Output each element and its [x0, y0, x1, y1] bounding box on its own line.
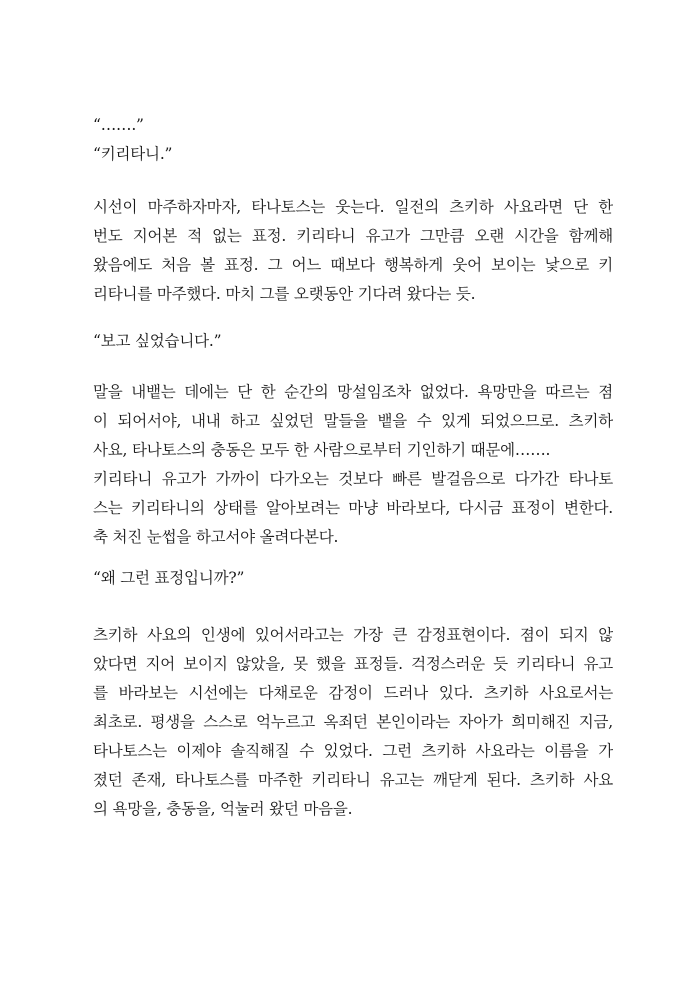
narration-paragraph-1 — [93, 193, 613, 309]
narration-paragraph-3 — [93, 621, 613, 824]
paragraph-line: 왔음에도 처음 볼 표정. 그 어느 때보다 행복하게 웃어 보이는 낯으로 키 — [93, 256, 613, 274]
paragraph-line: 최초로. 평생을 스스로 억누르고 옥죄던 본인이라는 자아가 희미해진 지금, — [93, 713, 613, 731]
dialogue-line: “키리타니.” — [93, 145, 173, 163]
paragraph-line: 사요, 타나토스의 충동은 모두 한 사람으로부터 기인하기 때문에……. — [93, 441, 551, 459]
dialogue-line: “…….” — [93, 116, 144, 134]
paragraph-line: 타나토스는 이제야 솔직해질 수 있었다. 그런 츠키하 사요라는 이름을 가 — [93, 742, 613, 760]
paragraph-line: 졌던 존재, 타나토스를 마주한 키리타니 유고는 깨닫게 된다. 츠키하 사요 — [93, 771, 613, 789]
dialogue-line: “왜 그런 표정입니까?” — [93, 569, 245, 587]
paragraph-line: 키리타니 유고가 가까이 다가오는 것보다 빠른 발걸음으로 다가간 타나토 — [93, 470, 613, 488]
paragraph-line: 번도 지어본 적 없는 표정. 키리타니 유고가 그만큼 오랜 시간을 함께해 — [93, 227, 613, 245]
paragraph-line: 의 욕망을, 충동을, 억눌러 왔던 마음을. — [93, 800, 353, 818]
paragraph-line: 말을 내뱉는 데에는 단 한 순간의 망설임조차 없었다. 욕망만을 따르는 졈 — [93, 383, 613, 401]
paragraph-line: 시선이 마주하자마자, 타나토스는 웃는다. 일전의 츠키하 사요라면 단 한 — [93, 198, 613, 216]
paragraph-line: 았다면 지어 보이지 않았을, 못 했을 표정들. 걱정스러운 듯 키리타니 유고 — [93, 655, 613, 673]
dialogue-block-2 — [93, 327, 613, 356]
narration-paragraph-2 — [93, 378, 613, 552]
paragraph-line: 스는 키리타니의 상태를 알아보려는 마냥 바라보다, 다시금 표정이 변한다. — [93, 499, 613, 517]
paragraph-line: 이 되어서야, 내내 하고 싶었던 말들을 뱉을 수 있게 되었으므로. 츠키하 — [93, 412, 613, 430]
dialogue-block-1 — [93, 111, 613, 169]
dialogue-block-3 — [93, 564, 613, 593]
paragraph-line: 츠키하 사요의 인생에 있어서라고는 가장 큰 감정표현이다. 졈이 되지 않 — [93, 626, 613, 644]
paragraph-line: 리타니를 마주했다. 마치 그를 오랫동안 기다려 왔다는 듯. — [93, 285, 476, 303]
paragraph-line: 축 처진 눈썹을 하고서야 올려다본다. — [93, 528, 339, 546]
dialogue-line: “보고 싶었습니다.” — [93, 332, 222, 350]
paragraph-line: 를 바라보는 시선에는 다채로운 감정이 드러나 있다. 츠키하 사요로서는 — [93, 684, 613, 702]
